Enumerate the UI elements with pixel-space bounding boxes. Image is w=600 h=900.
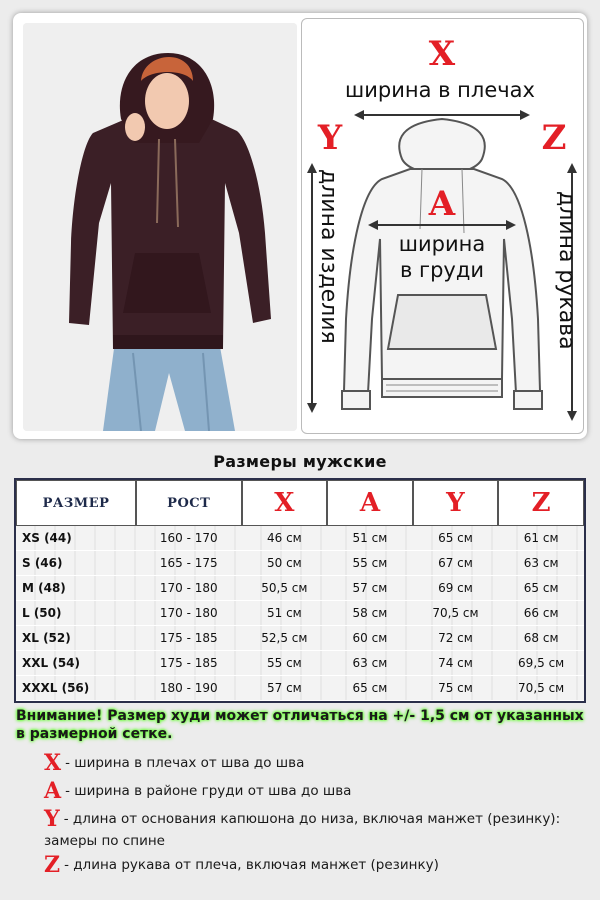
header-size: РАЗМЕР (16, 480, 136, 526)
cell-y: 70,5 см (413, 601, 499, 626)
legend-text-a: - ширина в районе груди от шва до шва (65, 783, 352, 799)
cell-size: S (46) (16, 551, 136, 576)
cell-height: 170 - 180 (136, 601, 242, 626)
table-row (16, 526, 584, 551)
chest-label-line2: в груди (399, 258, 485, 282)
cell-a: 60 см (327, 626, 412, 651)
cell-x: 55 см (242, 651, 328, 676)
table-row (16, 626, 584, 651)
table-row (16, 551, 584, 576)
size-warning: Внимание! Размер худи может отличаться на +/- 1,5 см от указанных в размерной сетке. (16, 708, 584, 742)
y-letter: Y (317, 118, 343, 158)
table-row (16, 676, 584, 701)
cell-height: 160 - 170 (136, 526, 242, 551)
cell-a: 58 см (327, 601, 412, 626)
cell-x: 52,5 см (242, 626, 328, 651)
cell-a: 55 см (327, 551, 412, 576)
cell-x: 46 см (242, 526, 328, 551)
cell-size: XL (52) (16, 626, 136, 651)
cell-size: M (48) (16, 576, 136, 601)
cell-z: 69,5 см (498, 651, 584, 676)
legend-text-z: - длина рукава от плеча, включая манжет (резинку) (64, 857, 439, 873)
table-row (16, 651, 584, 676)
z-letter: Z (541, 118, 567, 158)
header-height: РОСТ (136, 480, 242, 526)
a-letter: A (428, 184, 456, 224)
cell-x: 50 см (242, 551, 328, 576)
table-row (16, 601, 584, 626)
product-photo (23, 23, 297, 431)
x-letter: X (428, 34, 456, 74)
sleeve-label: длина рукава (554, 191, 579, 350)
cell-x: 57 см (242, 676, 328, 701)
cell-x: 50,5 см (242, 576, 328, 601)
legend-letter-z: Z (44, 852, 61, 878)
legend-text-y: - длина от основания капюшона до низа, включая манжет (резинку): замеры по спине (44, 811, 561, 849)
cell-y: 72 см (413, 626, 499, 651)
cell-z: 61 см (498, 526, 584, 551)
measurement-diagram (301, 18, 584, 434)
legend-letter-a: A (44, 778, 62, 804)
header-y: Y (413, 480, 499, 526)
cell-x: 51 см (242, 601, 328, 626)
cell-z: 70,5 см (498, 676, 584, 701)
cell-z: 66 см (498, 601, 584, 626)
cell-a: 51 см (327, 526, 412, 551)
legend-text-x: - ширина в плечах от шва до шва (65, 755, 305, 771)
legend-item-z (44, 854, 564, 876)
shoulders-label: ширина в плечах (345, 78, 535, 102)
header-x: X (242, 480, 328, 526)
table-row (16, 576, 584, 601)
cell-height: 175 - 185 (136, 626, 242, 651)
cell-height: 180 - 190 (136, 676, 242, 701)
size-table-title: Размеры мужские (213, 452, 387, 471)
cell-z: 63 см (498, 551, 584, 576)
cell-a: 65 см (327, 676, 412, 701)
cell-size: XS (44) (16, 526, 136, 551)
legend-letter-y: Y (44, 806, 60, 832)
cell-a: 63 см (327, 651, 412, 676)
legend-letter-x: X (44, 750, 62, 776)
header-a: A (327, 480, 412, 526)
cell-y: 74 см (413, 651, 499, 676)
cell-size: XXXL (56) (16, 676, 136, 701)
cell-z: 65 см (498, 576, 584, 601)
cell-y: 69 см (413, 576, 499, 601)
legend-item-y (44, 808, 564, 852)
legend-item-a (44, 780, 564, 802)
cell-size: L (50) (16, 601, 136, 626)
cell-y: 65 см (413, 526, 499, 551)
header-z: Z (498, 480, 584, 526)
cell-height: 170 - 180 (136, 576, 242, 601)
size-table-header-row (16, 480, 584, 526)
length-label: длина изделия (316, 169, 341, 344)
cell-y: 75 см (413, 676, 499, 701)
hoodie-sketch (302, 19, 583, 433)
chest-label-line1: ширина (398, 232, 486, 256)
cell-y: 67 см (413, 551, 499, 576)
cell-height: 165 - 175 (136, 551, 242, 576)
model-illustration (23, 23, 297, 431)
size-table (14, 478, 586, 703)
cell-z: 68 см (498, 626, 584, 651)
cell-size: XXL (54) (16, 651, 136, 676)
legend-item-x (44, 752, 564, 774)
product-card (13, 13, 587, 439)
cell-a: 57 см (327, 576, 412, 601)
cell-height: 175 - 185 (136, 651, 242, 676)
